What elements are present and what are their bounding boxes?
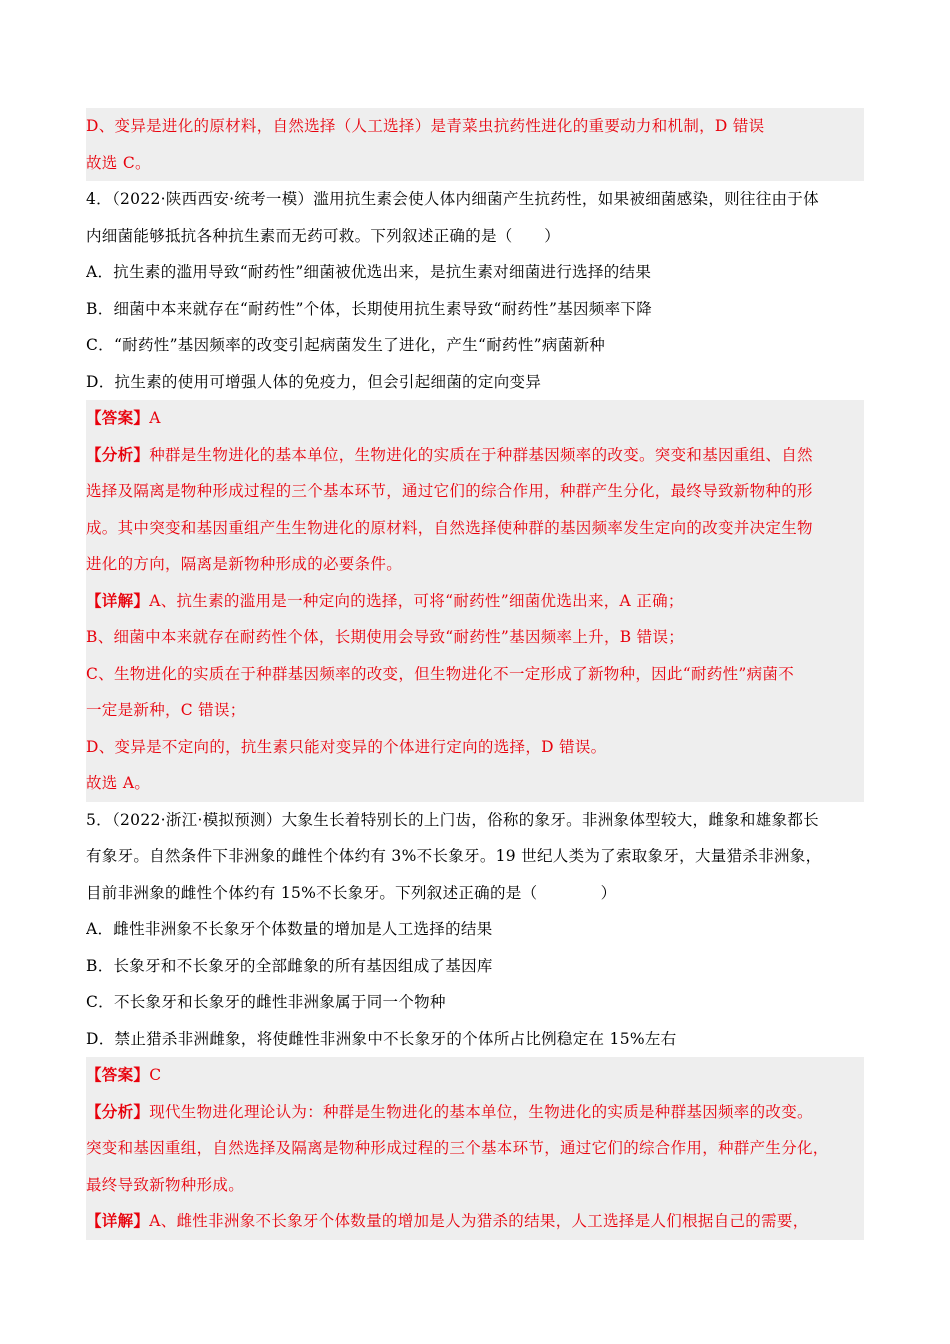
answer-tag: 【答案】 bbox=[86, 1065, 150, 1084]
question-4-answer-block bbox=[86, 400, 864, 802]
question-5-stem: 目前非洲象的雌性个体约有 15%不长象牙。下列叙述正确的是（ ） bbox=[86, 883, 617, 902]
detail-line: 一定是新种，C 错误； bbox=[86, 701, 246, 719]
previous-conclusion-line: 故选 C。 bbox=[86, 153, 151, 172]
analysis-line: 最终导致新物种形成。 bbox=[86, 1175, 245, 1194]
question-4 bbox=[86, 181, 864, 400]
question-4-option-b: B．细菌中本来就存在“耐药性”个体，长期使用抗生素导致“耐药性”基因频率下降 bbox=[86, 299, 652, 318]
answer-tag: 【答案】 bbox=[86, 408, 150, 427]
question-4-option-d: D．抗生素的使用可增强人体的免疫力，但会引起细菌的定向变异 bbox=[86, 372, 542, 391]
conclusion-line: 故选 A。 bbox=[86, 774, 151, 792]
detail-line bbox=[86, 1203, 864, 1240]
question-5 bbox=[86, 802, 864, 1058]
analysis-line: 突变和基因重组，自然选择及隔离是物种形成过程的三个基本环节，通过它们的综合作用，种群产生分化， bbox=[86, 1139, 829, 1157]
analysis-line bbox=[86, 1094, 864, 1131]
analysis-line: 成。其中突变和基因重组产生生物进化的原材料，自然选择使种群的基因频率发生定向的改变并决定生物 bbox=[86, 518, 813, 537]
question-4-stem: 内细菌能够抵抗各种抗生素而无药可救。下列叙述正确的是（ ） bbox=[86, 226, 561, 245]
answer-line bbox=[86, 400, 864, 437]
previous-answer-block bbox=[86, 108, 864, 181]
detail-tag: 【详解】 bbox=[86, 1211, 150, 1230]
question-5-answer-block bbox=[86, 1057, 864, 1240]
detail-line: B、细菌中本来就存在耐药性个体，长期使用会导致“耐药性”基因频率上升，B 错误； bbox=[86, 628, 685, 646]
detail-line: D、变异是不定向的，抗生素只能对变异的个体进行定向的选择，D 错误。 bbox=[86, 737, 607, 756]
question-5-stem: 有象牙。自然条件下非洲象的雌性个体约有 3%不长象牙。19 世纪人类为了索取象牙，大量猎杀非洲象， bbox=[86, 847, 822, 865]
analysis-line bbox=[86, 437, 864, 474]
detail-text: A、雌性非洲象不长象牙个体数量的增加是人为猎杀的结果，人工选择是人们根据自己的需要， bbox=[149, 1212, 809, 1230]
question-5-option-a: A．雌性非洲象不长象牙个体数量的增加是人工选择的结果 bbox=[86, 920, 493, 938]
question-4-option-c: C．“耐药性”基因频率的改变引起病菌发生了进化，产生“耐药性”病菌新种 bbox=[86, 336, 606, 354]
document-page bbox=[86, 108, 864, 1240]
previous-detail-line: D、变异是进化的原材料，自然选择（人工选择）是青菜虫抗药性进化的重要动力和机制，D 错误 bbox=[86, 117, 765, 135]
question-5-stem: 5．（2022·浙江·模拟预测）大象生长着特别长的上门齿，俗称的象牙。非洲象体型较大，雌象和雄象都长 bbox=[86, 810, 819, 829]
analysis-line: 进化的方向，隔离是新物种形成的必要条件。 bbox=[86, 555, 403, 573]
detail-line: C、生物进化的实质在于种群基因频率的改变，但生物进化不一定形成了新物种，因此“耐药性”病菌不 bbox=[86, 664, 795, 683]
analysis-tag: 【分析】 bbox=[86, 444, 150, 464]
detail-text: A、抗生素的滥用是一种定向的选择，可将“耐药性”细菌优选出来，A 正确； bbox=[149, 591, 684, 610]
question-5-option-c: C．不长象牙和长象牙的雌性非洲象属于同一个物种 bbox=[86, 993, 446, 1011]
question-5-option-d: D．禁止猎杀非洲雌象，将使雌性非洲象中不长象牙的个体所占比例稳定在 15%左右 bbox=[86, 1029, 677, 1048]
question-4-stem: 4．（2022·陕西西安·统考一模）滥用抗生素会使人体内细菌产生抗药性，如果被细菌感染，则往往由于体 bbox=[86, 190, 819, 208]
answer-value: C bbox=[149, 1066, 162, 1084]
analysis-line: 选择及隔离是物种形成过程的三个基本环节，通过它们的综合作用，种群产生分化，最终导致新物种的形 bbox=[86, 482, 813, 500]
detail-line bbox=[86, 583, 864, 620]
detail-tag: 【详解】 bbox=[86, 590, 150, 610]
question-4-option-a: A．抗生素的滥用导致“耐药性”细菌被优选出来，是抗生素对细菌进行选择的结果 bbox=[86, 263, 652, 281]
answer-line bbox=[86, 1057, 864, 1094]
analysis-text: 现代生物进化理论认为：种群是生物进化的基本单位，生物进化的实质是种群基因频率的改变。 bbox=[149, 1102, 813, 1121]
question-5-option-b: B．长象牙和不长象牙的全部雌象的所有基因组成了基因库 bbox=[86, 956, 493, 975]
analysis-tag: 【分析】 bbox=[86, 1101, 150, 1121]
answer-value: A bbox=[149, 409, 161, 427]
analysis-text: 种群是生物进化的基本单位，生物进化的实质在于种群基因频率的改变。突变和基因重组、自然 bbox=[149, 445, 813, 464]
